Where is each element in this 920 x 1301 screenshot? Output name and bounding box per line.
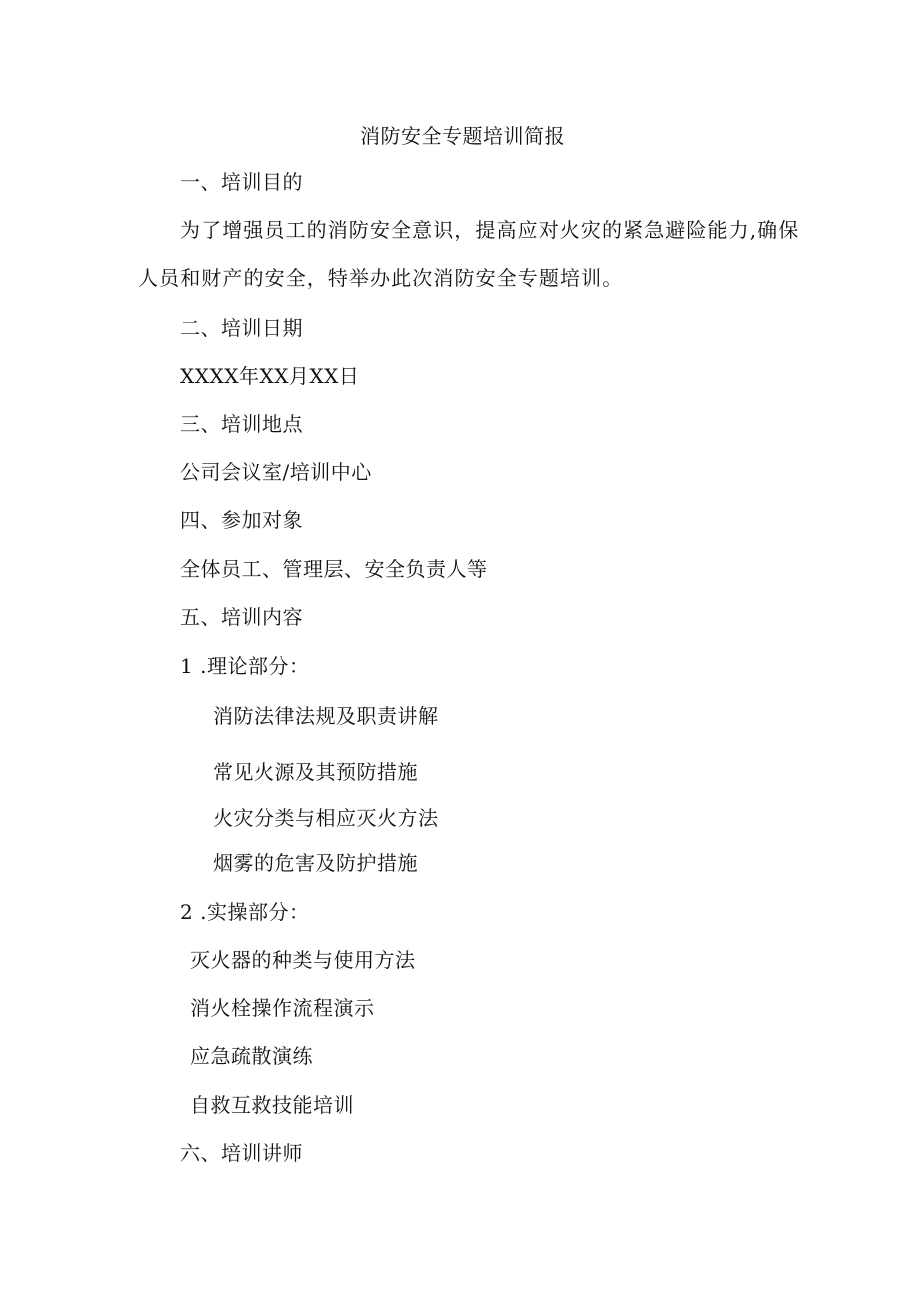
section-heading-instructor: 六、培训讲师 — [180, 1141, 303, 1165]
practice-item: 灭火器的种类与使用方法 — [190, 948, 416, 972]
theory-part-label: 1 .理论部分： — [180, 654, 310, 678]
theory-item: 烟雾的危害及防护措施 — [213, 851, 418, 875]
section-heading-purpose: 一、培训目的 — [180, 170, 303, 194]
section-heading-location: 三、培训地点 — [180, 412, 303, 436]
section-heading-date: 二、培训日期 — [180, 316, 303, 340]
training-date-value: XXXX年XX月XX日 — [180, 364, 360, 388]
training-location-value: 公司会议室/培训中心 — [180, 460, 372, 484]
section-heading-content: 五、培训内容 — [180, 605, 303, 629]
document-title: 消防安全专题培训简报 — [360, 124, 565, 148]
participants-value: 全体员工、管理层、安全负责人等 — [180, 557, 488, 581]
practice-item: 消火栓操作流程演示 — [190, 996, 375, 1020]
purpose-paragraph-line-2: 人员和财产的安全，特举办此次消防安全专题培训。 — [138, 266, 624, 290]
practice-part-label: 2 .实操部分： — [180, 900, 310, 924]
purpose-paragraph-line-1: 为了增强员工的消防安全意识，提高应对火灾的紧急避险能力,确保 — [180, 218, 800, 242]
theory-item: 火灾分类与相应灭火方法 — [213, 806, 439, 830]
practice-item: 自救互救技能培训 — [190, 1093, 354, 1117]
practice-item: 应急疏散演练 — [190, 1044, 313, 1068]
section-heading-participants: 四、参加对象 — [180, 508, 303, 532]
theory-item: 常见火源及其预防措施 — [213, 760, 418, 784]
theory-item: 消防法律法规及职责讲解 — [213, 704, 439, 728]
